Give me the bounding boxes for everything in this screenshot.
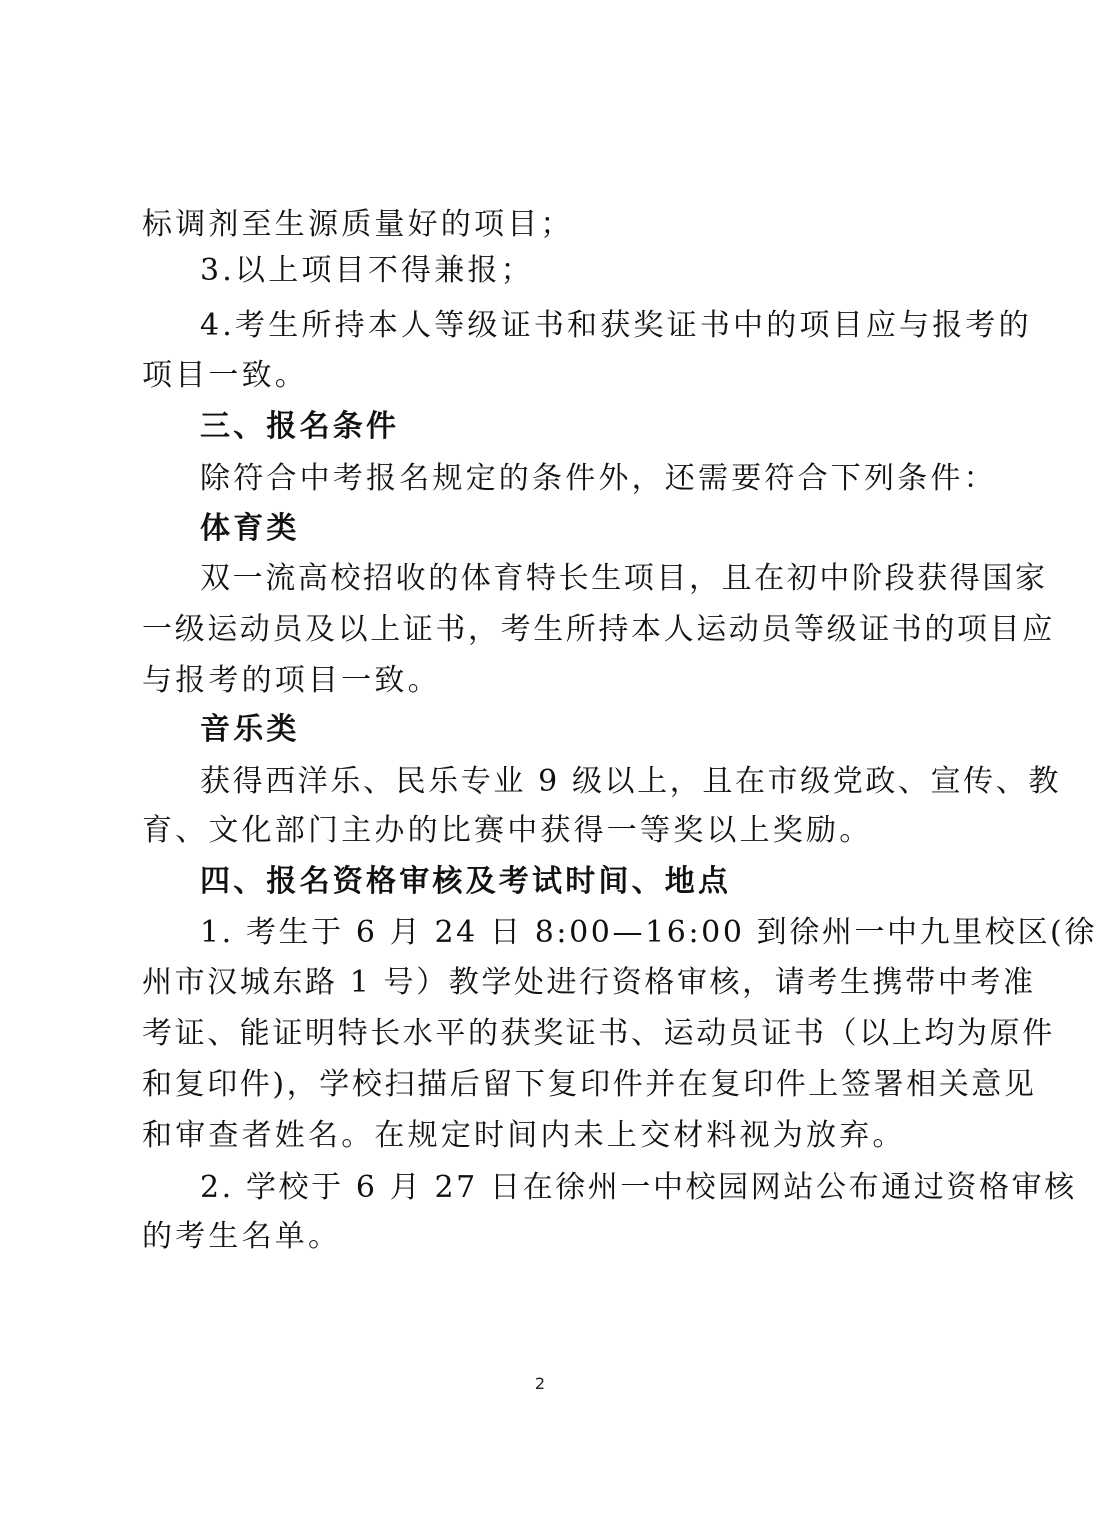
subsection-heading-sports: 体育类: [200, 511, 300, 546]
section-heading-registration-conditions: 三、报名条件: [200, 409, 400, 444]
paragraph-line: 除符合中考报名规定的条件外，还需要符合下列条件：: [200, 461, 997, 496]
paragraph-line: 州市汉城东路 1 号）教学处进行资格审核，请考生携带中考准: [142, 965, 1036, 1000]
subsection-heading-music: 音乐类: [200, 712, 300, 747]
paragraph-line: 获得西洋乐、民乐专业 9 级以上，且在市级党政、宣传、教: [200, 764, 1061, 799]
paragraph-line: 与报考的项目一致。: [142, 663, 441, 698]
paragraph-line: 和审查者姓名。在规定时间内未上交材料视为放弃。: [142, 1118, 906, 1153]
paragraph-line: 双一流高校招收的体育特长生项目，且在初中阶段获得国家: [200, 561, 1048, 596]
paragraph-line: 育、文化部门主办的比赛中获得一等奖以上奖励。: [142, 813, 873, 848]
paragraph-line: 一级运动员及以上证书，考生所持本人运动员等级证书的项目应: [142, 612, 1055, 647]
paragraph-line: 1. 考生于 6 月 24 日 8:00—16:00 到徐州一中九里校区(徐: [200, 915, 1097, 950]
list-item-3: 3.以上项目不得兼报；: [200, 253, 534, 288]
paragraph-line: 和复印件)，学校扫描后留下复印件并在复印件上签署相关意见: [142, 1067, 1037, 1102]
paragraph-line: 的考生名单。: [142, 1219, 342, 1254]
paragraph-line: 考证、能证明特长水平的获奖证书、运动员证书（以上均为原件: [142, 1016, 1055, 1051]
section-heading-review-and-exam: 四、报名资格审核及考试时间、地点: [200, 864, 732, 899]
paragraph-line: 项目一致。: [142, 358, 308, 393]
paragraph-line: 2. 学校于 6 月 27 日在徐州一中校园网站公布通过资格审核: [200, 1170, 1077, 1205]
paragraph-line: 标调剂至生源质量好的项目；: [142, 207, 574, 242]
page-number: 2: [534, 1374, 546, 1393]
list-item-4: 4.考生所持本人等级证书和获奖证书中的项目应与报考的: [200, 308, 1032, 343]
